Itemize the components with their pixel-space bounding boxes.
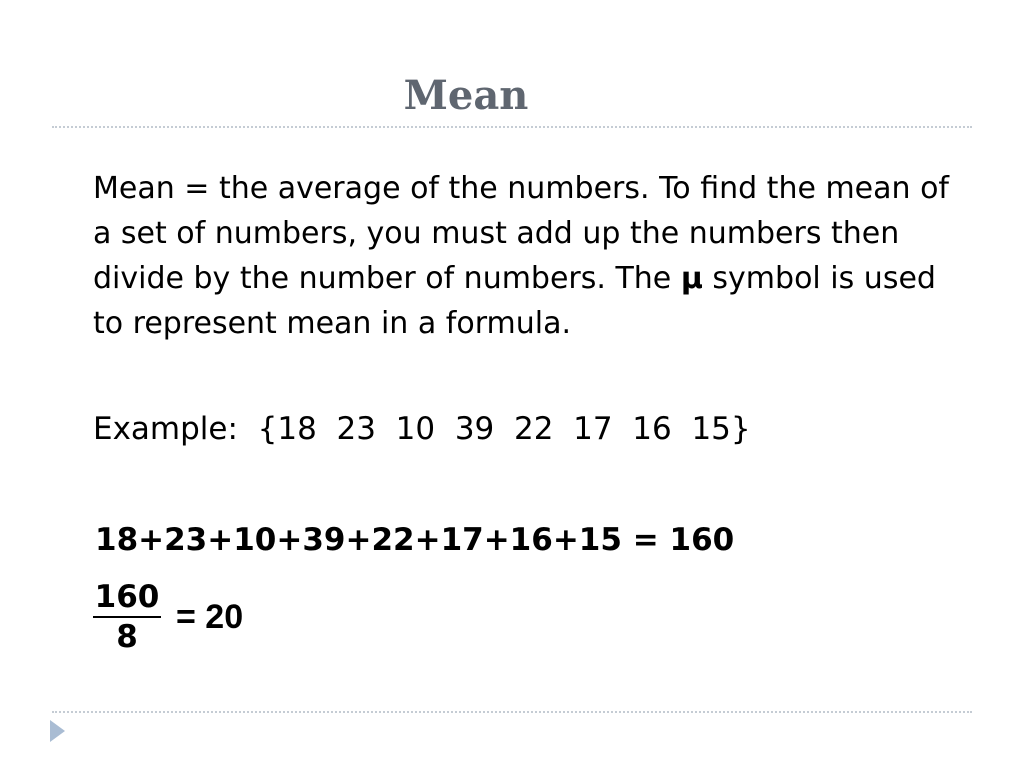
fraction-numerator: 160 [93, 578, 161, 618]
mu-symbol: μ [680, 261, 703, 296]
play-arrow-icon[interactable] [50, 720, 65, 742]
fraction [93, 578, 161, 656]
fraction-denominator: 8 [116, 619, 138, 655]
example-set: Example: {18 23 10 39 22 17 16 15} [93, 411, 751, 447]
division-result: = 20 [176, 598, 244, 636]
title-divider [52, 126, 972, 128]
slide-title: Mean [403, 72, 529, 119]
definition-text-part2: symbol is used to represent mean in a formula. [93, 261, 936, 341]
footer-divider [52, 711, 972, 713]
definition-paragraph [93, 166, 973, 346]
sum-equation: 18+23+10+39+22+17+16+15 = 160 [95, 522, 735, 558]
definition-text-part1: Mean = the average of the numbers. To find the mean of a set of numbers, you must add up the numbers then divide by the number of numbers. The [93, 171, 949, 296]
